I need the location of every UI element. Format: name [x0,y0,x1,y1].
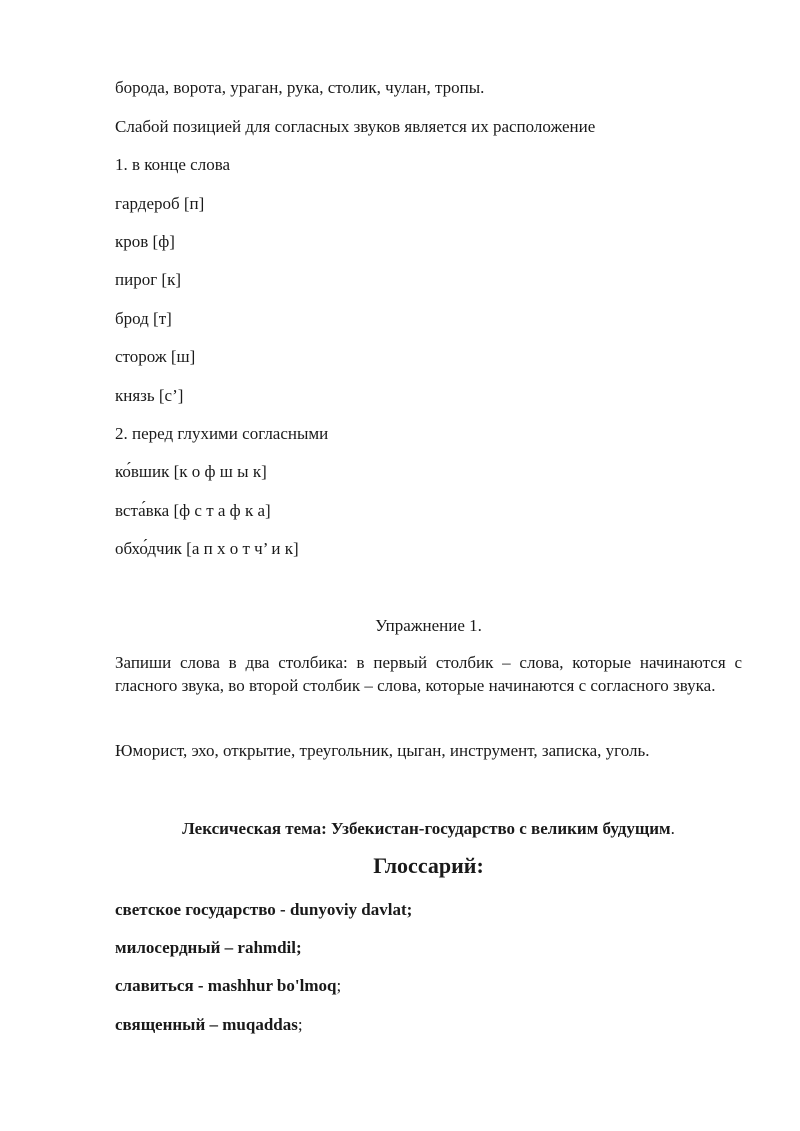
text-line: кров [ф] [115,232,175,251]
text-line: сторож [ш] [115,347,196,366]
glossary-title: Глоссарий: [373,853,484,878]
exercise-title: Упражнение 1. [375,616,482,635]
glossary-term: славиться - mashhur bo'lmoq [115,976,337,995]
glossary-punct: ; [336,976,342,995]
glossary-term: священный – muqaddas [115,1015,298,1034]
text-line: князь [с’] [115,386,184,405]
text-line: Слабой позицией для согласных звуков является их расположение [115,117,596,136]
lexical-topic [115,819,742,839]
glossary-item [115,1015,303,1035]
glossary-term: светское государство - dunyoviy davlat; [115,900,413,919]
text-line: 2. перед глухими согласными [115,424,329,443]
text-line: гардероб [п] [115,194,205,213]
text-line: брод [т] [115,309,172,328]
glossary-punct: ; [297,1015,303,1034]
glossary-item [115,976,341,996]
text-line: пирог [к] [115,270,181,289]
exercise-words: Юморист, эхо, открытие, треугольник, цыган, инструмент, записка, уголь. [115,741,650,760]
text-line: обхо́дчик [а п х о т ч’ и к] [115,539,299,558]
text-line: вста́вка [ф с т а ф к а] [115,501,271,520]
text-line: ко́вшик [к о ф ш ы к] [115,462,267,481]
text-line: борода, ворота, ураган, рука, столик, чулан, тропы. [115,78,485,97]
lexical-topic-text: Лексическая тема: Узбекистан-государство с великим будущим [182,819,671,838]
glossary-item [115,938,302,958]
lexical-topic-end: . [670,819,675,838]
glossary-item [115,900,412,920]
text-line: 1. в конце слова [115,155,231,174]
glossary-term: милосердный – rahmdil; [115,938,302,957]
exercise-instruction: Запиши слова в два столбика: в первый столбик – слова, которые начинаются с гласного звука, во второй столбик – слова, которые начинаются с согласного звука. [115,653,742,695]
